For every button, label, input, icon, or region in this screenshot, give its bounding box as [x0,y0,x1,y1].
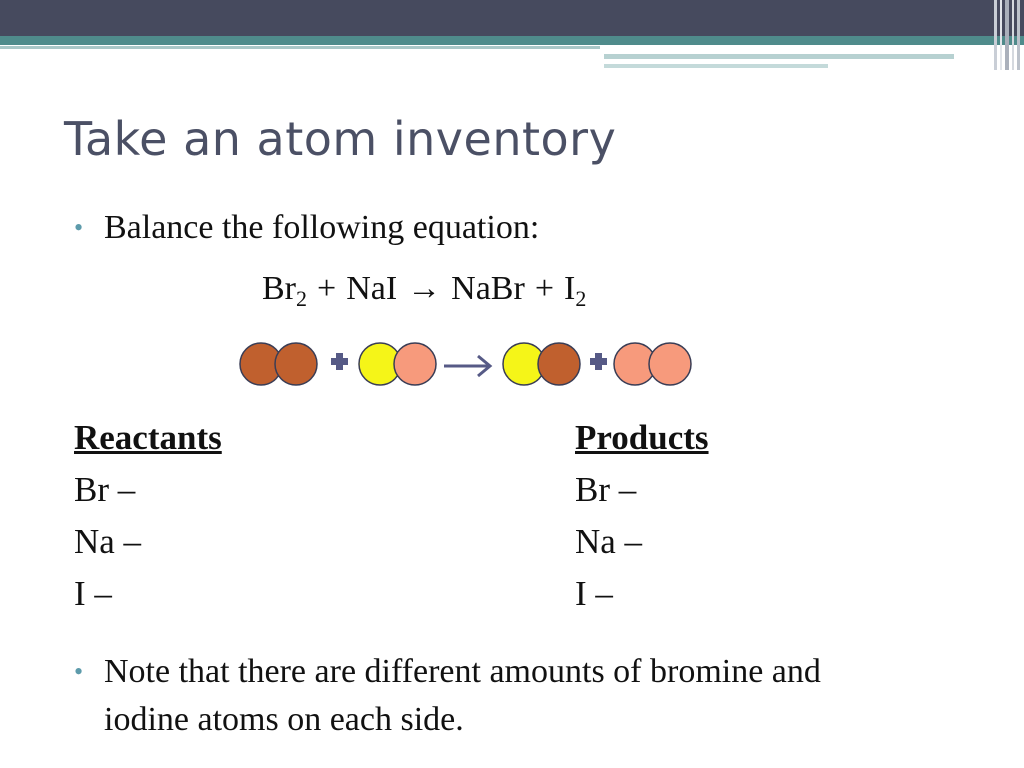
accent-line [604,64,828,68]
bromine-molecule-icon [240,343,317,385]
bromine-atom [538,343,580,385]
product-row-na: Na – [575,522,643,561]
plus-sign: + [534,270,554,307]
reactant-row-na: Na – [74,522,142,561]
equation-reactant-2: NaI [346,270,398,307]
equation-product-2: $I_2$ [564,270,587,311]
products-column [575,412,709,620]
bullet-item [74,204,539,252]
product-row-br: Br – [575,470,637,509]
reactants-column [74,412,222,620]
reactant-row-i: I – [74,574,112,613]
bromine-atom [275,343,317,385]
molecule-diagram [230,332,700,396]
plus-icon [331,353,348,370]
corner-stripes [992,0,1024,70]
bullet-icon: • [74,213,84,242]
iodine-molecule-icon [614,343,691,385]
header-band [0,0,1024,36]
arrow-icon [444,356,490,376]
sodium-bromide-molecule-icon [503,343,580,385]
accent-line [604,54,954,59]
plus-sign: + [317,270,337,307]
bullet-icon: • [74,657,84,686]
chemical-equation [262,270,586,312]
equation-reactant-1: $Br_2$ [262,270,307,311]
accent-line [0,46,600,49]
bullet-text: Balance the following equation: [104,209,540,246]
product-row-i: I – [575,574,613,613]
plus-icon [590,353,607,370]
reactant-row-br: Br – [74,470,136,509]
sodium-iodide-molecule-icon [359,343,436,385]
reaction-arrow: → [407,270,442,307]
bullet-text: Note that there are different amounts of bromine and iodine atoms on each side. [104,653,821,738]
slide-title: Take an atom inventory [64,112,617,166]
reactants-heading: Reactants [74,418,222,457]
sodium-atom [649,343,691,385]
products-heading: Products [575,418,709,457]
equation-product-1: NaBr [451,270,525,307]
bullet-item [74,648,874,744]
sodium-atom [394,343,436,385]
accent-band [0,36,1024,45]
